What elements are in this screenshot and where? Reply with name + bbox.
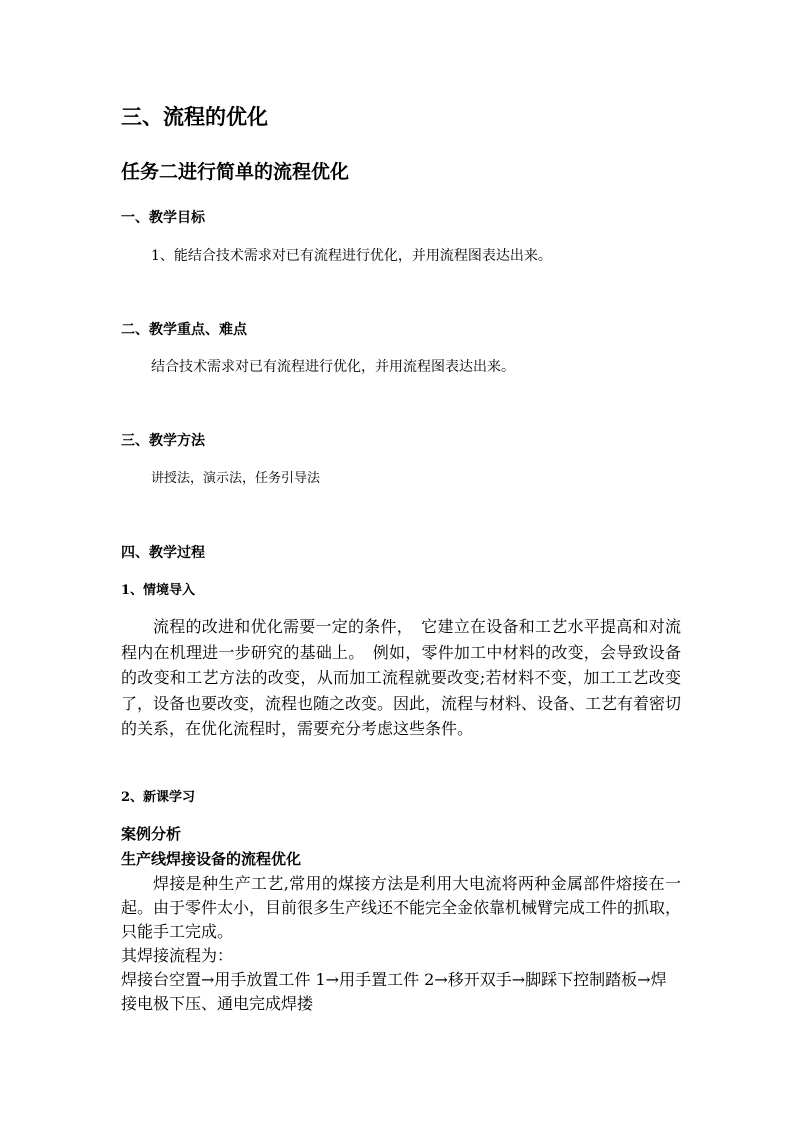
flow-text: 焊接台空置→用手放置工件 1→用手置工件 2→移开双手→脚踩下控制踏板→焊接电极下压、通电完成焊搂 <box>121 970 667 1013</box>
flow-label: 其焊接流程为： <box>121 946 234 965</box>
document-title: 三、流程的优化 <box>121 104 268 129</box>
goals-text: 1、能结合技术需求对已有流程进行优化，并用流程图表达出来。 <box>151 248 552 264</box>
key-points-heading: 二、教学重点、难点 <box>121 322 247 338</box>
intro-paragraph: 流程的改进和优化需要一定的条件， 它建立在设备和工艺水平提高和对流程内在机理进一步研究的基础上。 例如，零件加工中材料的改变，会导致设备的改变和工艺方法的改变，从而加工流程就要改变;若材料不变，加工工艺改变了，设备也要改变，流程也随之改变。因此，流程与材料、设备、工艺有着密切的关系，在优化流程时，需要充分考虑这些条件。 <box>121 617 682 738</box>
key-points-text: 结合技术需求对已有流程进行优化，并用流程图表达出来。 <box>151 359 515 375</box>
case-heading: 案例分析 <box>121 825 182 843</box>
goals-heading: 一、教学目标 <box>121 210 205 226</box>
methods-text: 讲授法，演示法，任务引导法 <box>151 471 321 486</box>
task-title: 任务二进行简单的流程优化 <box>121 161 350 183</box>
case-paragraph: 焊接是种生产工艺,常用的煤接方法是利用大电流将两种金属部件熔接在一起。由于零件太小，目前很多生产线还不能完全金依靠机械臂完成工件的抓取，只能手工完成。 <box>121 874 682 941</box>
methods-heading: 三、教学方法 <box>121 433 205 449</box>
intro-heading: 1、情境导入 <box>121 583 196 598</box>
new-lesson-heading: 2、新课学习 <box>121 790 196 805</box>
case-title: 生产线焊接设备的流程优化 <box>121 850 302 868</box>
process-heading: 四、教学过程 <box>121 545 205 561</box>
